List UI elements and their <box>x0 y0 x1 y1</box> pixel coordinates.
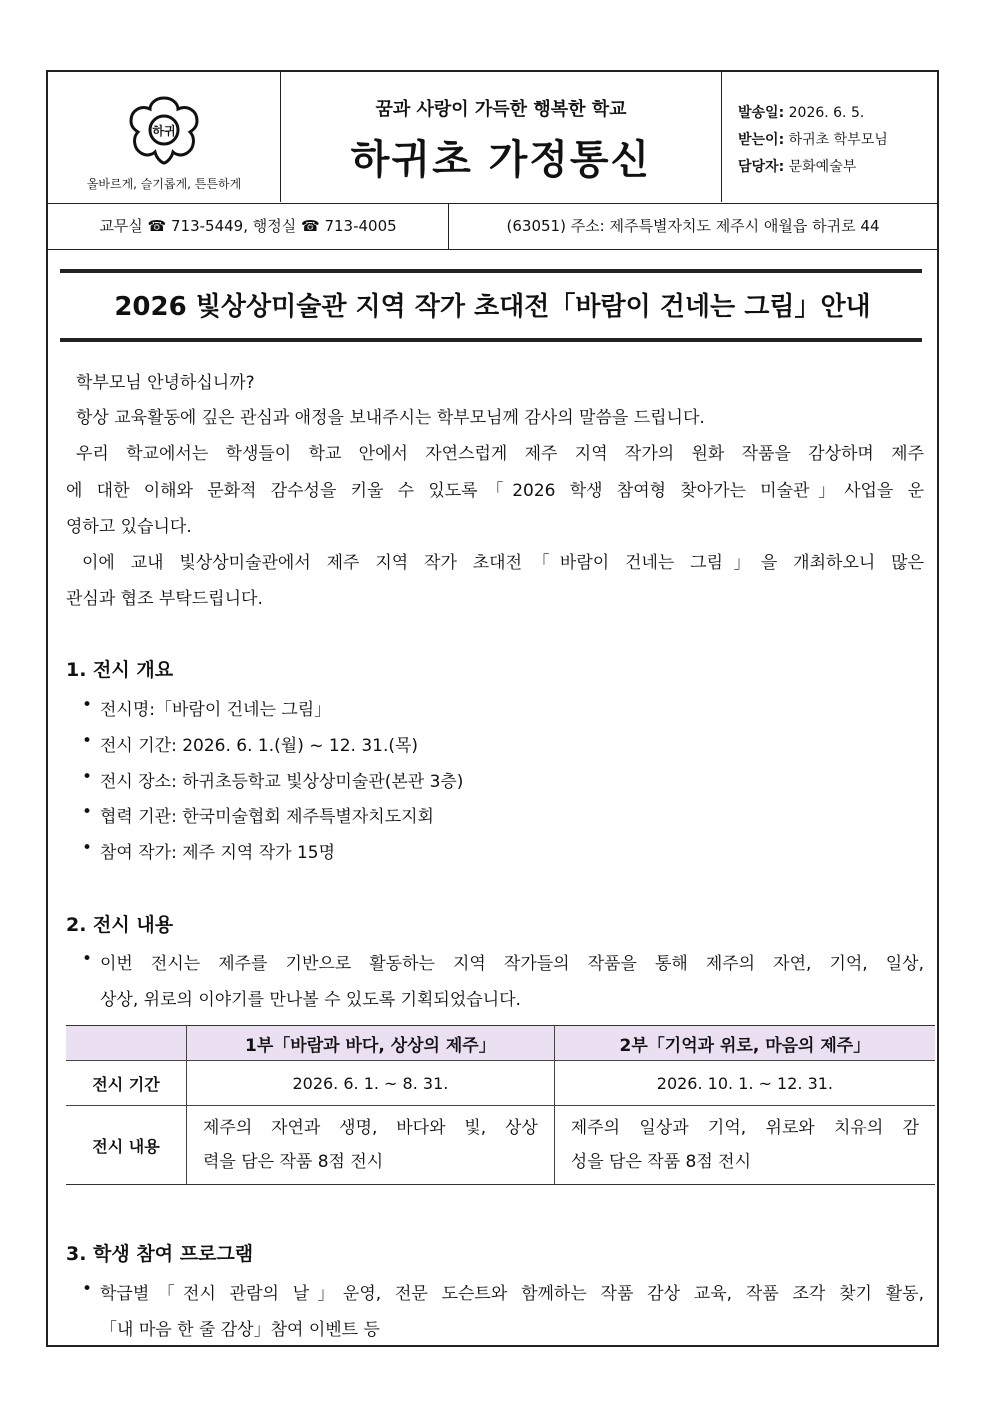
list-item: • 전시명:「바람이 건네는 그림」 <box>82 695 331 720</box>
school-slogan: 꿈과 사랑이 가득한 행복한 학교 <box>375 99 627 120</box>
table-header: 1부「바람과 바다, 상상의 제주」 <box>187 1026 555 1061</box>
intro-line: 에 대한 이해와 문화적 감수성을 키울 수 있도록「2026 학생 참여형 찾아가는 미술관」사업을 운 <box>66 481 924 501</box>
info-cell <box>722 72 937 202</box>
person-in-charge: 담당자: 문화예술부 <box>738 159 857 175</box>
section3-line: 학급별「전시 관람의 날」운영, 전문 도슨트와 함께하는 작품 감상 교육, 작품 조각 찾기 활동, <box>100 1284 924 1304</box>
logo-cell <box>48 72 281 202</box>
intro-line: 이에 교내 빛상상미술관에서 제주 지역 작가 초대전「바람이 건네는 그림」을 개최하오니 많은 <box>82 553 924 573</box>
contact-row <box>48 203 937 250</box>
intro-line: 우리 학교에서는 학생들이 학교 안에서 자연스럽게 제주 지역 작가의 원화 작품을 감상하며 제주 <box>76 444 924 464</box>
title-rule-top <box>60 269 922 273</box>
header <box>48 72 937 202</box>
title-rule-bottom <box>60 338 922 342</box>
section2-desc-line: 상상, 위로의 이야기를 만나볼 수 있도록 기획되었습니다. <box>100 990 521 1010</box>
phone-numbers: 교무실 ☎ 713-5449, 행정실 ☎ 713-4005 <box>48 204 449 249</box>
list-item: • 전시 기간: 2026. 6. 1.(월) ~ 12. 31.(목) <box>82 731 418 756</box>
title-cell <box>281 72 722 202</box>
intro-line: 관심과 협조 부탁드립니다. <box>66 589 263 609</box>
table-cell: 2026. 6. 1. ~ 8. 31. <box>187 1061 555 1106</box>
table-cell: 제주의 자연과 생명, 바다와 빛, 상상 력을 담은 작품 8점 전시 <box>187 1106 555 1185</box>
section-heading: 2. 전시 내용 <box>66 914 174 936</box>
section-heading: 3. 학생 참여 프로그램 <box>66 1243 254 1265</box>
intro-line: 항상 교육활동에 깊은 관심과 애정을 보내주시는 학부모님께 감사의 말씀을 드립니다. <box>76 408 705 428</box>
recipient: 받는이: 하귀초 학부모님 <box>738 132 888 148</box>
table-corner <box>66 1026 187 1061</box>
sent-date: 발송일: 2026. 6. 5. <box>738 105 865 121</box>
school-address: (63051) 주소: 제주특별자치도 제주시 애월읍 하귀로 44 <box>506 217 880 235</box>
school-motto: 올바르게, 슬기롭게, 튼튼하게 <box>86 177 242 191</box>
bullet: • <box>82 949 93 969</box>
list-item: • 전시 장소: 하귀초등학교 빛상상미술관(본관 3층) <box>82 767 463 792</box>
section3-line: 「내 마음 한 줄 감상」참여 이벤트 등 <box>100 1320 380 1340</box>
section-heading: 1. 전시 개요 <box>66 659 174 681</box>
list-item: • 참여 작가: 제주 지역 작가 15명 <box>82 838 335 863</box>
newsletter-title: 하귀초 가정통신 <box>350 137 652 183</box>
exhibition-table <box>66 1025 935 1185</box>
table-cell: 제주의 일상과 기억, 위로와 치유의 감 성을 담은 작품 8점 전시 <box>554 1106 935 1185</box>
list-item: • 협력 기관: 한국미술협회 제주특별자치도지회 <box>82 802 434 827</box>
table-cell: 2026. 10. 1. ~ 12. 31. <box>554 1061 935 1106</box>
newsletter-frame <box>46 70 939 1347</box>
school-emblem-icon <box>123 94 205 166</box>
row-label: 전시 내용 <box>66 1106 187 1185</box>
intro-line: 영하고 있습니다. <box>66 517 192 537</box>
bullet: • <box>82 1279 93 1299</box>
greeting: 학부모님 안녕하십니까? <box>76 373 255 393</box>
section2-desc-line: 이번 전시는 제주를 기반으로 활동하는 지역 작가들의 작품을 통해 제주의 자연, 기억, 일상, <box>100 954 924 974</box>
svg-text:하귀: 하귀 <box>152 124 176 138</box>
table-header: 2부「기억과 위로, 마음의 제주」 <box>554 1026 935 1061</box>
document-title: 2026 빛상상미술관 지역 작가 초대전「바람이 건네는 그림」안내 <box>114 292 871 322</box>
row-label: 전시 기간 <box>66 1061 187 1106</box>
